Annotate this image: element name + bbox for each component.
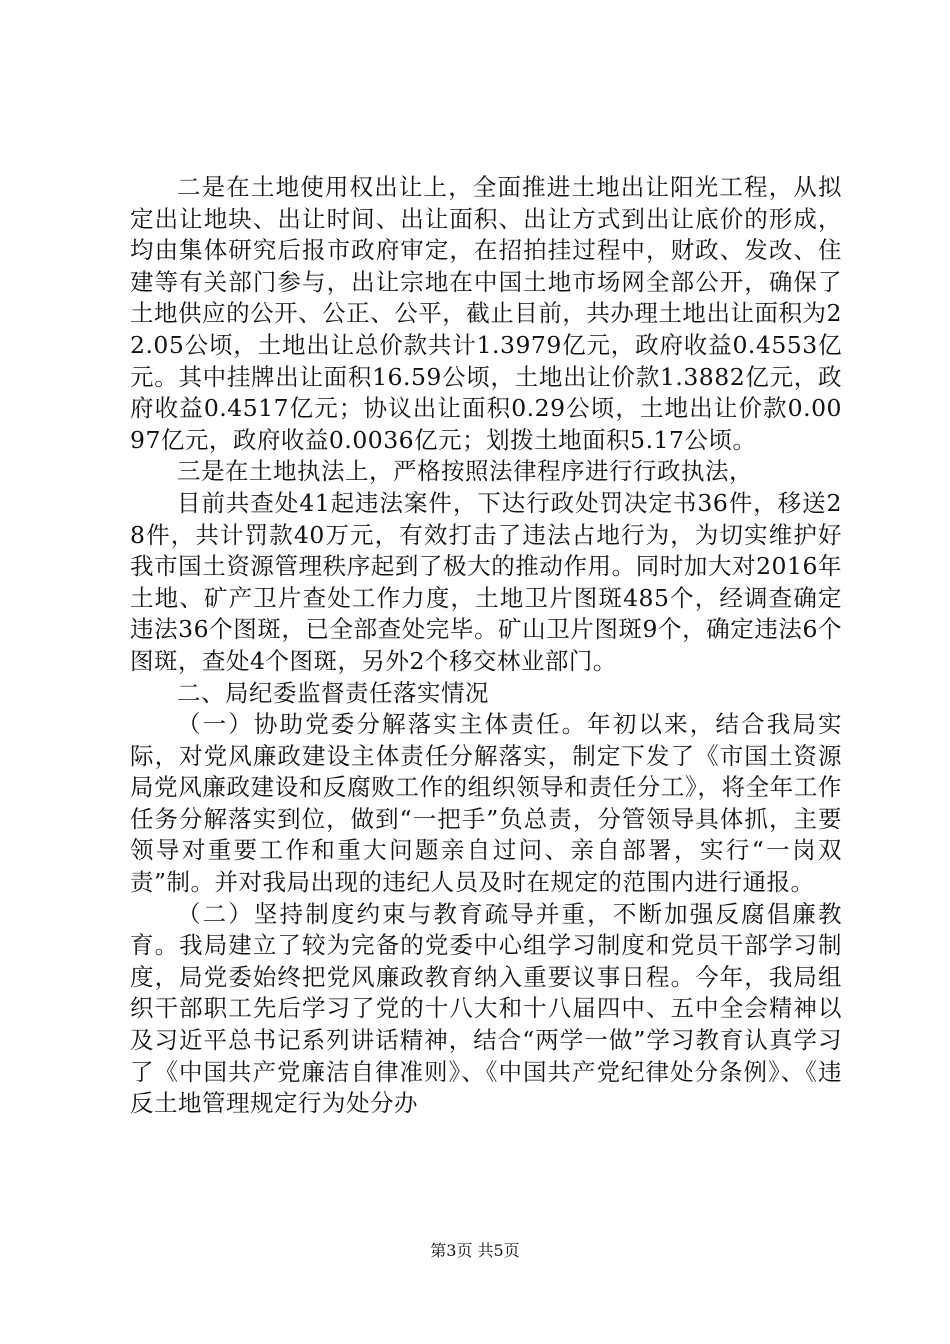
paragraph-law-enforcement-intro: 三是在土地执法上，严格按照法律程序进行行政执法， xyxy=(177,457,753,486)
document-body xyxy=(130,172,842,1120)
section-heading-supervision: 二、局纪委监督责任落实情况 xyxy=(177,678,489,707)
paragraph-subsection-2: （二）坚持制度约束与教育疏导并重，不断加强反腐倡廉教育。我局建立了较为完备的党委中心组学习制度和党员干部学习制度，局党委始终把党风廉政教育纳入重要议事日程。今年，我局组织干部职工先后学习了党的十八大和十八届四中、五中全会精神以及习近平总书记系列讲话精神，结合“两学一做”学习教育认真学习了《中国共产党廉洁自律准则》、《中国共产党纪律处分条例》、《违反土地管理规定行为处分办 xyxy=(130,899,842,1118)
paragraph-land-transfer: 二是在土地使用权出让上，全面推进土地出让阳光工程，从拟定出让地块、出让时间、出让面积、出让方式到出让底价的形成，均由集体研究后报市政府审定，在招拍挂过程中，财政、发改、住建等有关部门参与，出让宗地在中国土地市场网全部公开，确保了土地供应的公开、公正、公平，截止目前，共办理土地出让面积为22.05公顷，土地出让总价款共计1.3979亿元，政府收益0.4553亿元。其中挂牌出让面积16.59公顷，土地出让价款1.3882亿元，政府收益0.4517亿元；协议出让面积0.29公顷，土地出让价款0.0097亿元，政府收益0.0036亿元；划拨土地面积5.17公顷。 xyxy=(130,173,842,454)
paragraph-subsection-1: （一）协助党委分解落实主体责任。年初以来，结合我局实际，对党风廉政建设主体责任分解落实，制定下发了《市国土资源局党风廉政建设和反腐败工作的组织领导和责任分工》，将全年工作任务分解落实到位，做到“一把手”负总责，分管领导具体抓，主要领导对重要工作和重大问题亲自过问、亲自部署，实行“一岗双责”制。并对我局出现的违纪人员及时在规定的范围内进行通报。 xyxy=(130,710,842,897)
page-footer: 第3页 共5页 xyxy=(430,1241,520,1260)
paragraph-law-enforcement-details: 目前共查处41起违法案件，下达行政处罚决定书36件，移送28件，共计罚款40万元，有效打击了违法占地行为，为切实维护好我市国土资源管理秩序起到了极大的推动作用。同时加大对2016年土地、矿产卫片查处工作力度，土地卫片图斑485个，经调查确定违法36个图斑，已全部查处完毕。矿山卫片图斑9个，确定违法6个图斑，查处4个图斑，另外2个移交林业部门。 xyxy=(130,488,842,675)
